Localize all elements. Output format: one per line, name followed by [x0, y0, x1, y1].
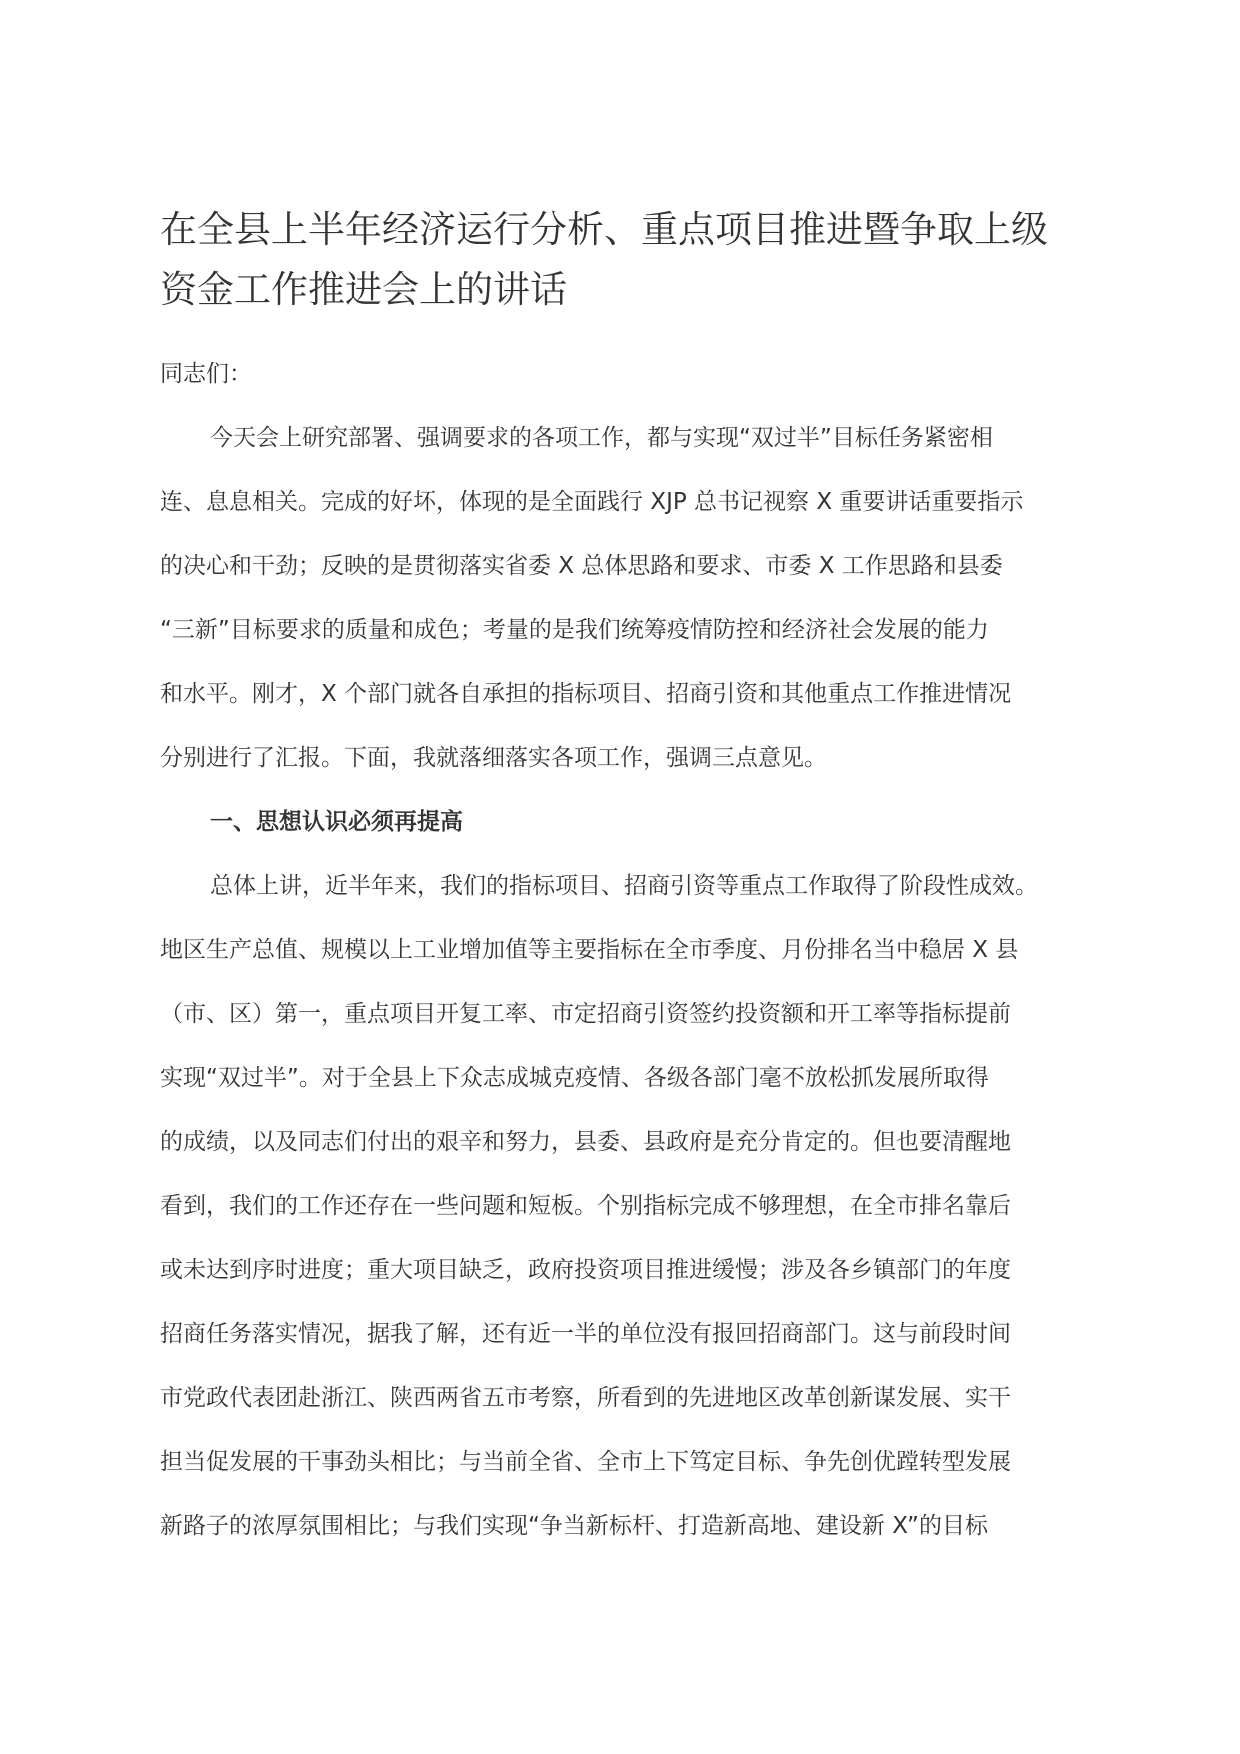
paragraph-2-line: 市党政代表团赴浙江、陕西两省五市考察，所看到的先进地区改革创新谋发展、实干: [160, 1385, 1011, 1411]
paragraph-2-line: 地区生产总值、规模以上工业增加值等主要指标在全市季度、月份排名当中稳居 X 县: [160, 937, 1019, 963]
paragraph-2-line: 招商任务落实情况，据我了解，还有近一半的单位没有报回招商部门。这与前段时间: [160, 1321, 1011, 1347]
paragraph-2-line: 或未达到序时进度；重大项目缺乏，政府投资项目推进缓慢；涉及各乡镇部门的年度: [160, 1257, 1011, 1283]
section-heading: 一、思想认识必须再提高: [210, 809, 463, 835]
paragraph-2-line: 新路子的浓厚氛围相比；与我们实现“争当新标杆、打造新高地、建设新 X”的目标: [160, 1513, 988, 1539]
document-body: [160, 342, 1100, 1558]
paragraph-1-line: “三新”目标要求的质量和成色；考量的是我们统筹疫情防控和经济社会发展的能力: [160, 617, 989, 643]
salutation: 同志们：: [160, 361, 252, 387]
document-title: [160, 200, 1120, 320]
paragraph-1-line: 今天会上研究部署、强调要求的各项工作，都与实现“双过半”目标任务紧密相: [210, 425, 993, 451]
paragraph-2-line: 看到，我们的工作还存在一些问题和短板。个别指标完成不够理想，在全市排名靠后: [160, 1193, 1011, 1219]
paragraph-1-line: 连、息息相关。完成的好坏，体现的是全面践行 XJP 总书记视察 X 重要讲话重要指示: [160, 489, 1024, 515]
paragraph-1-line: 分别进行了汇报。下面，我就落细落实各项工作，强调三点意见。: [160, 745, 827, 771]
paragraph-1-line: 和水平。刚才，X 个部门就各自承担的指标项目、招商引资和其他重点工作推进情况: [160, 681, 1012, 707]
paragraph-2-line: 总体上讲，近半年来，我们的指标项目、招商引资等重点工作取得了阶段性成效。: [210, 873, 1038, 899]
title-line-1: 在全县上半年经济运行分析、重点项目推进暨争取上级: [160, 208, 1048, 251]
paragraph-2-line: （市、区）第一，重点项目开复工率、市定招商引资签约投资额和开工率等指标提前: [160, 1001, 1011, 1027]
title-line-2: 资金工作推进会上的讲话: [160, 268, 567, 311]
paragraph-1-line: 的决心和干劲；反映的是贯彻落实省委 X 总体思路和要求、市委 X 工作思路和县委: [160, 553, 1003, 579]
paragraph-2-line: 的成绩，以及同志们付出的艰辛和努力，县委、县政府是充分肯定的。但也要清醒地: [160, 1129, 1011, 1155]
paragraph-2-line: 担当促发展的干事劲头相比；与当前全省、全市上下笃定目标、争先创优蹚转型发展: [160, 1449, 1011, 1475]
paragraph-2-line: 实现“双过半”。对于全县上下众志成城克疫情、各级各部门毫不放松抓发展所取得: [160, 1065, 989, 1091]
